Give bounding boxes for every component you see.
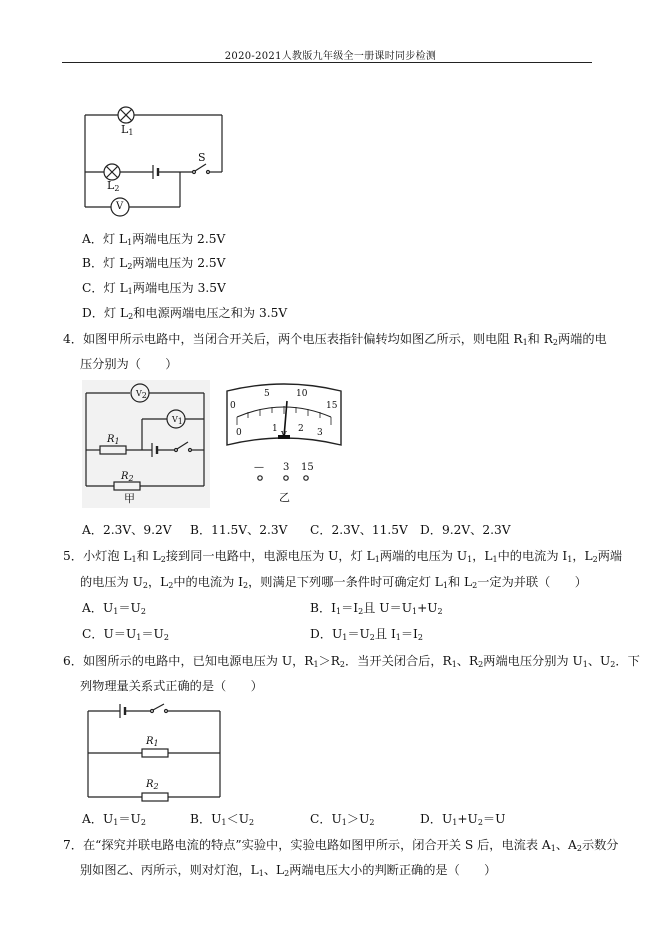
header-divider: [62, 62, 592, 63]
q6-option-d[interactable]: D．$U_1+U_2=U$: [420, 812, 506, 827]
q4-label-r2: $R_2$: [121, 471, 134, 483]
q4-option-a[interactable]: A．2.3V、9.2V: [82, 523, 172, 537]
q6-option-b[interactable]: B．$U_1<U_2$: [190, 812, 255, 827]
q4-label-v2: $V_2$: [136, 389, 147, 400]
q4-terminal-posts: [255, 474, 315, 482]
q4-dial-unit: V: [281, 430, 287, 439]
q5-stem-line1: 5．小灯泡 $L_1$和 $L_2$接到同一电路中，电源电压为 U，灯 $L_1$两端的电压为 $U_1$，$L_1$中的电流为 $I_1$，$L_2$两端: [63, 549, 623, 564]
q4-terminal-15: 15: [301, 462, 314, 473]
q4-dial-bottom-0: 0: [236, 428, 242, 438]
q3-label-l2: $L_2$: [107, 179, 120, 193]
q4-option-c[interactable]: C．2.3V、11.5V: [310, 523, 408, 537]
q4-caption-yi: 乙: [279, 491, 290, 504]
q4-dial-bottom-2: 2: [298, 424, 304, 434]
q4-voltmeter-dial: [223, 385, 345, 455]
q5-stem-line2: 的电压为 $U_2$，$L_2$中的电流为 $I_2$，则满足下列哪一条件时可确定灯 $L_1$和 $L_2$一定为并联（ ）: [80, 575, 587, 590]
q6-option-a[interactable]: A．$U_1=U_2$: [82, 812, 146, 827]
page-header: 2020-2021人教版九年级全一册课时同步检测: [224, 51, 437, 62]
q4-dial-bottom-3: 3: [317, 428, 323, 438]
q3-option-d[interactable]: D．灯 $L_2$和电源两端电压之和为 3.5V: [82, 306, 288, 321]
q4-terminal-neg: —: [254, 462, 264, 473]
q5-option-b[interactable]: B．$I_1=I_2$且 $U=U_1+U_2$: [310, 601, 443, 616]
q4-dial-top-10: 10: [296, 389, 308, 399]
q3-option-b[interactable]: B．灯 $L_2$两端电压为 2.5V: [82, 256, 226, 271]
q3-label-l1: $L_1$: [121, 123, 134, 137]
q6-label-r2: $R_2$: [146, 779, 159, 791]
q4-option-b[interactable]: B．11.5V、2.3V: [190, 523, 288, 537]
q4-stem-line2: 压分别为（ ）: [80, 357, 178, 371]
q4-caption-jia: 甲: [124, 492, 135, 505]
q7-stem-line2: 别如图乙、丙所示，则对灯泡，$L_1$、$L_2$两端电压大小的判断正确的是（ ）: [80, 863, 497, 878]
q3-label-voltmeter: V: [116, 201, 124, 212]
q6-option-c[interactable]: C．$U_1>U_2$: [310, 812, 375, 827]
q3-option-c[interactable]: C．灯 $L_1$两端电压为 3.5V: [82, 281, 226, 296]
q4-dial-top-5: 5: [264, 389, 270, 399]
q7-stem-line1: 7．在“探究并联电路电流的特点”实验中，实验电路如图甲所示，闭合开关 S 后，电流表 $A_1$、$A_2$示数分: [63, 838, 619, 853]
q3-option-a[interactable]: A．灯 $L_1$两端电压为 2.5V: [82, 232, 226, 247]
q5-option-a[interactable]: A．$U_1=U_2$: [82, 601, 146, 616]
q6-label-r1: $R_1$: [146, 736, 159, 748]
q5-option-c[interactable]: C．$U=U_1=U_2$: [82, 627, 169, 642]
q4-stem-line1: 4．如图甲所示电路中，当闭合开关后，两个电压表指针偏转均如图乙所示，则电阻 $R_1$和 $R_2$两端的电: [63, 332, 607, 347]
q3-circuit-diagram: [80, 100, 230, 220]
q6-stem-line1: 6．如图所示的电路中，已知电源电压为 U，$R_1>R_2$．当开关闭合后，$R_1$、$R_2$两端电压分别为 $U_1$、$U_2$．下: [63, 654, 640, 669]
q4-option-d[interactable]: D．9.2V、2.3V: [420, 523, 511, 537]
q4-dial-bottom-1: 1: [272, 424, 278, 434]
q6-stem-line2: 列物理量关系式正确的是（ ）: [80, 679, 263, 693]
q4-dial-top-15: 15: [326, 401, 338, 411]
q5-option-d[interactable]: D．$U_1=U_2$且 $I_1=I_2$: [310, 627, 423, 642]
q4-dial-top-0: 0: [230, 401, 236, 411]
q4-label-v1: $V_1$: [172, 415, 183, 426]
q4-terminal-3: 3: [283, 462, 290, 473]
q4-label-r1: $R_1$: [107, 434, 120, 446]
q3-label-switch: S: [198, 151, 206, 164]
